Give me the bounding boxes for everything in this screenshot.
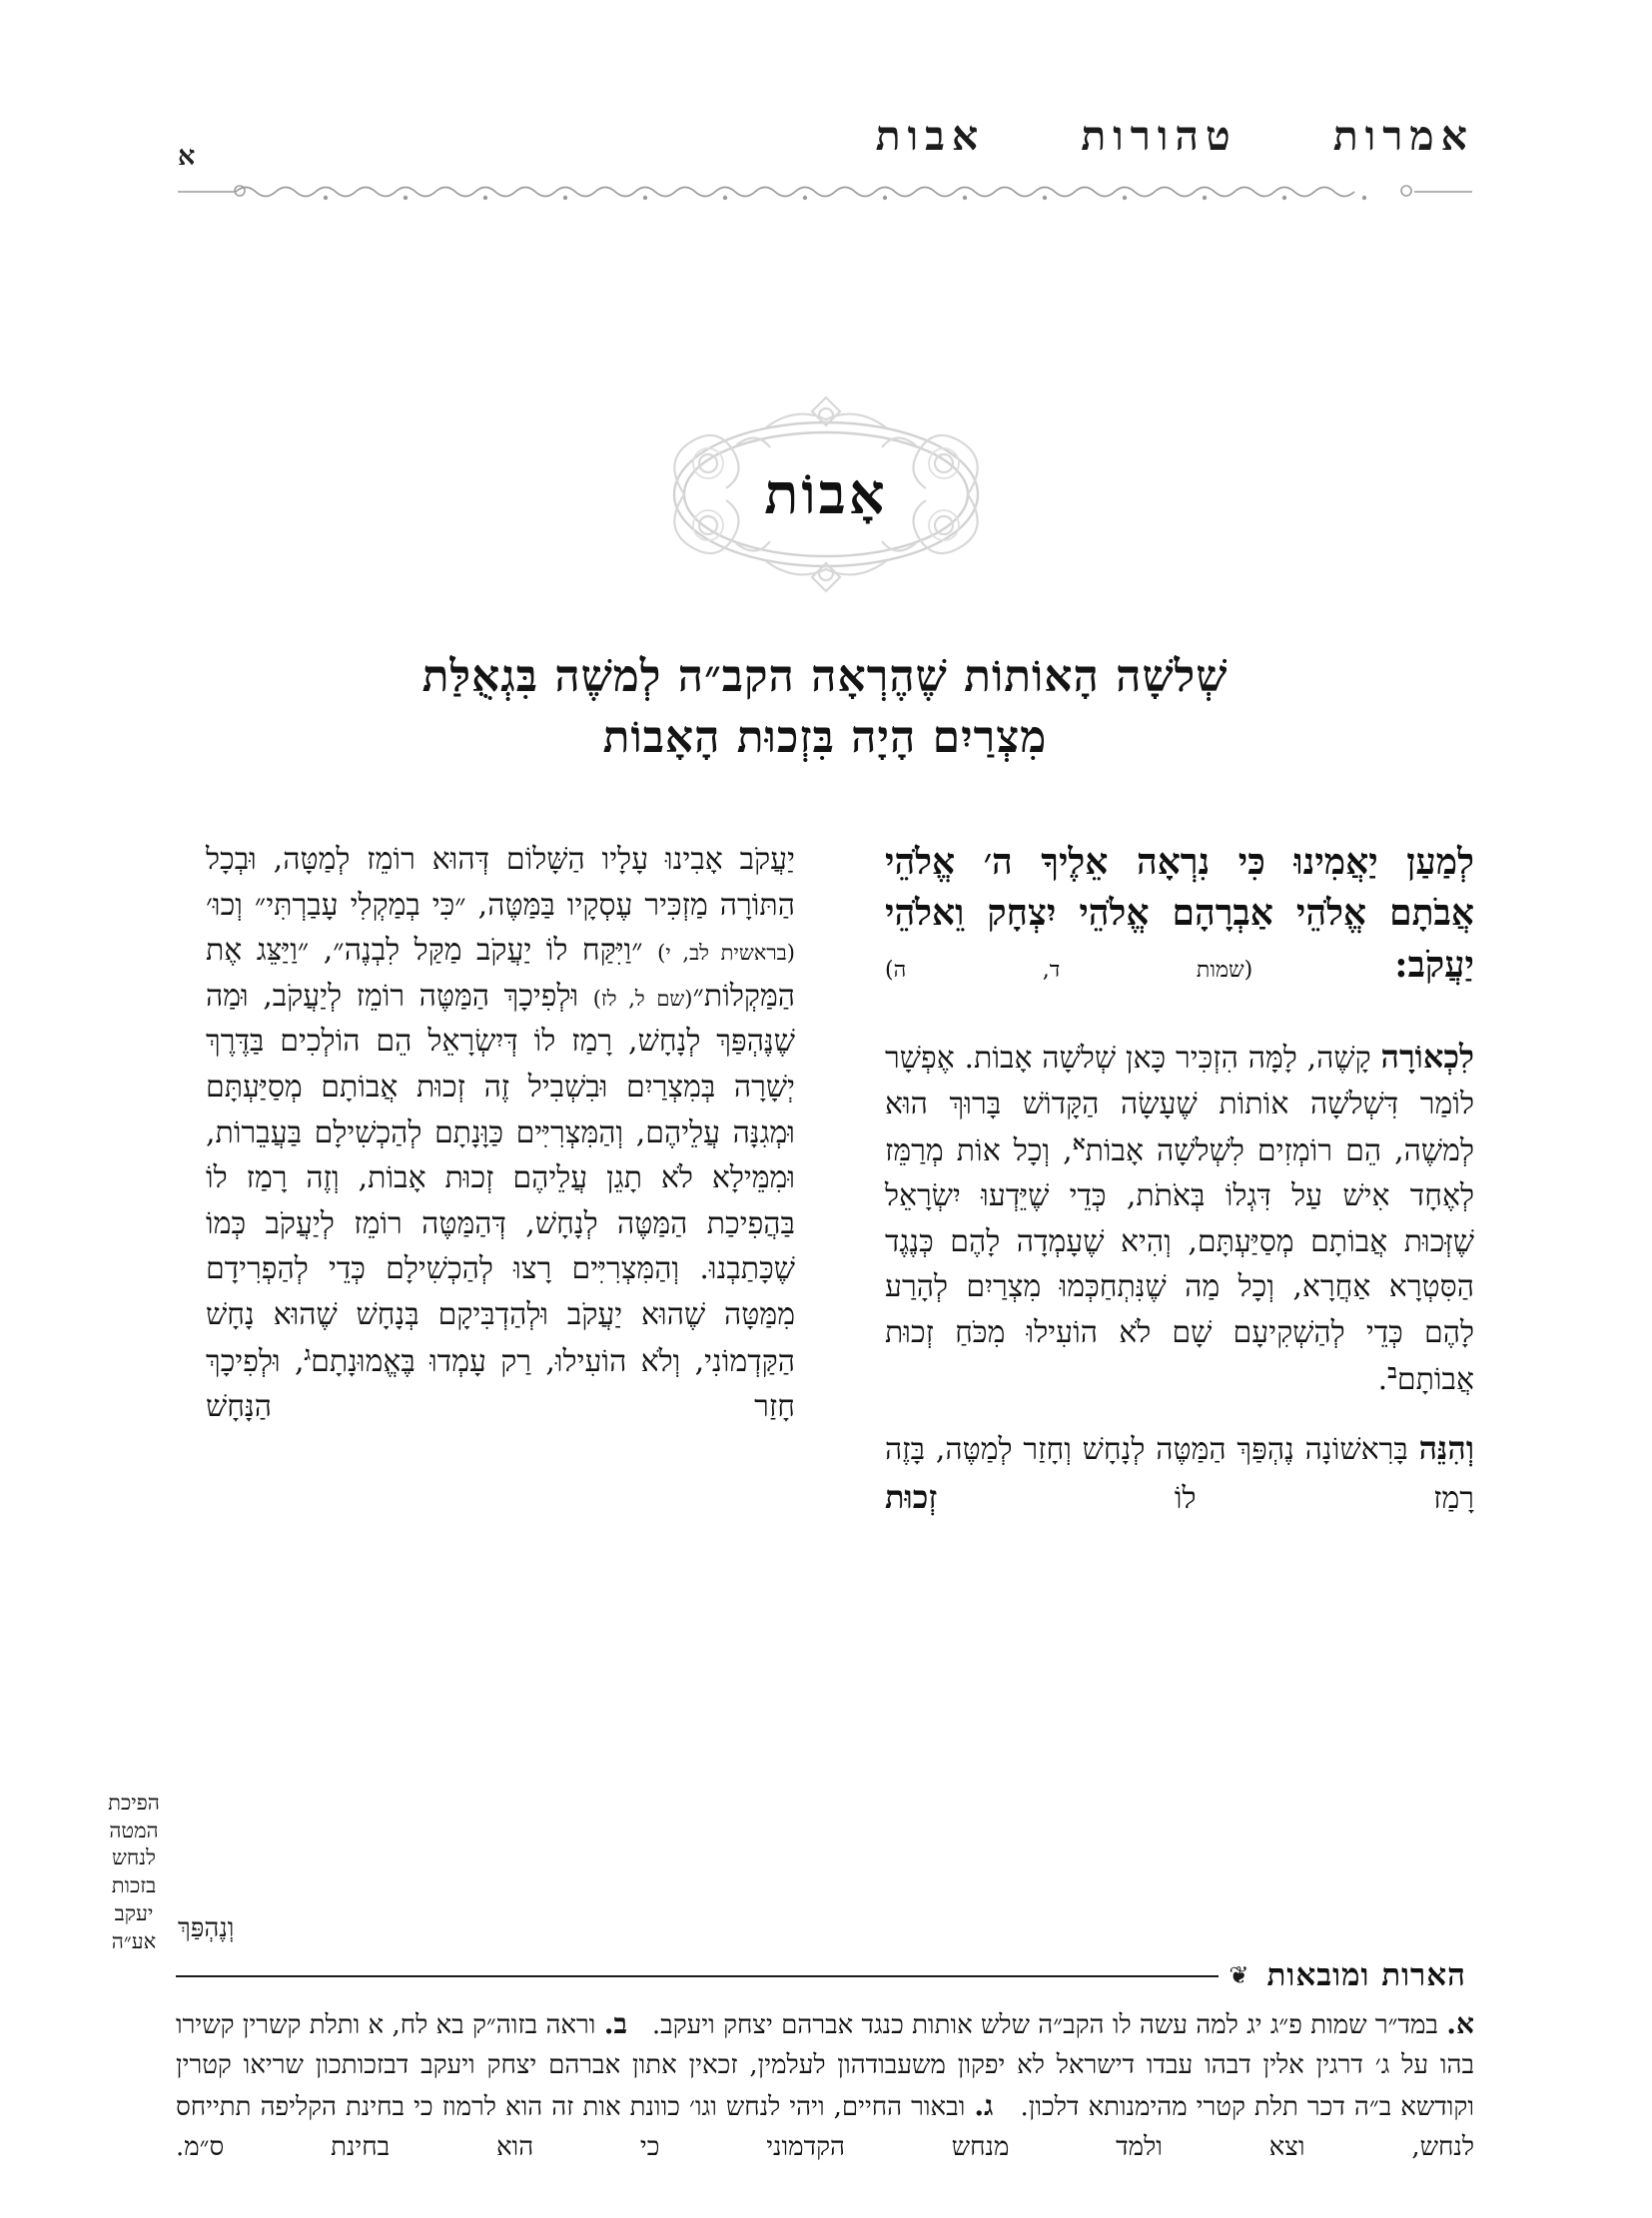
running-head-tractate: אבות — [875, 112, 986, 160]
title-medallion — [616, 389, 1036, 599]
footnote-section-title: הארות ומובאות — [1266, 1957, 1466, 1993]
margin-note — [95, 1790, 173, 1955]
fleuron-left-icon: ❦ — [1229, 1961, 1249, 1989]
page-title — [176, 647, 1474, 768]
page-title-line-1: שְׁלשָׁה הָאוֹתוֹת שֶׁהֶרְאָה הקב״ה לְמשֶׁה בִּגְאֻלַּת — [421, 651, 1229, 702]
left-text-5: וּלְפִיכָךְ הַמַּטֶּה רוֹמֵז לְיַעֲקֹב, וּמַה שֶׁנֶּהְפַּךְ לְנָחָשׁ, רָמַז לוֹ דְּיִשְׂרָאֵל הֵם הוֹלְכִים בַּדֶּרֶךְ יְשָׁרָה בְּמִצְרַיִם וּבִשְׁבִיל זֶה זְכוּת אֲבוֹתָם מְסַיַּעְתָּם וּמְגִנָּה עֲלֵיהֶם, וְהַמִּצְרִיִּים כַּוָּנָתָם לְהַכְשִׁילָם בַּעֲבֵרוֹת, וּמִמֵּילָא לֹא תָגֵן עֲלֵיהֶם זְכוּת אָבוֹת, וְזֶה רָמַז לוֹ בַּהֲפִיכַת הַמַּטֶּה לְנָחָשׁ, דְּהַמַּטֶּה רוֹמֵז לְיַעֲקֹב כְּמוֹ שֶׁכָּתַבְנוּ. וְהַמִּצְרִיִּים רָצוּ לְהַכְשִׁילָם כְּדֵי לְהַפְרִידָם מִמַּטָּה שֶׁהוּא יַעֲקֹב וּלְהַדְבִּיקָם בְּנָחָשׁ שֶׁהוּא נָחָשׁ הַקַּדְמוֹנִי, וְלֹא הוֹעִילוּ, רַק עָמְדוּ בֶּאֱמוּנָתָם — [206, 978, 795, 1379]
left-text-4: , — [309, 933, 334, 969]
paragraph-body-b: , וְכָל אוֹת מְרַמֵּז לְאֶחָד אִישׁ עַל דִּגְלוֹ בְּאֹתֹת, כְּדֵי שֶׁיֵּדְעוּ יִשְׂרָאֵל שֶׁזְּכוּת אֲבוֹתָם מְסַיַּעְתָּם, וְהִיא שֶׁעָמְדָה לָהֶם כְּנֶגֶד הַסִּטְרָא אַחֲרָא, וְכָל מַה שֶׁנִּתְחַכְּמוּ מִצְרַיִם לְהָרַע לָהֶם כְּדֵי לְהַשְׁקִיעָם שָׁם לֹא הוֹעִילוּ מִכֹּחַ זְכוּת אֲבוֹתָם — [885, 1132, 1474, 1397]
footnote-run — [176, 2003, 1474, 2167]
left-text-2: וְכוּ׳ — [206, 887, 255, 923]
footnote-letter-alef: א. — [1446, 2007, 1474, 2040]
left-text-3 — [643, 933, 657, 968]
body-columns — [176, 837, 1474, 1940]
header-ornament-rule — [176, 178, 1474, 204]
running-head-book-title: אמרות — [1332, 112, 1474, 160]
page-title-line-2: מִצְרַיִם הָיָה בִּזְכוּת הָאָבוֹת — [602, 711, 1048, 763]
left-ref-1: (בראשית לב, י) — [657, 941, 795, 966]
title-medallion-container — [0, 389, 1652, 599]
footnote-marker-alef: א — [1072, 1129, 1086, 1154]
paragraph2-lead-word: וְהִנֵּה — [1418, 1429, 1474, 1468]
margin-note-line-4: בזכות — [111, 1873, 157, 1898]
footnote-marker-gimel: ג — [304, 1340, 312, 1365]
footnote-letter-gimel: ג. — [974, 2089, 994, 2123]
paragraph-body-c: . — [1377, 1361, 1388, 1397]
margin-note-line-3: לנחש — [112, 1846, 156, 1870]
left-quote-3: ״וַיַּצֵּג אֶת הַמַּקְלוֹת״ — [206, 933, 795, 1014]
divider-rule — [176, 1975, 1219, 1977]
margin-note-line-6: אע״ה — [111, 1928, 157, 1953]
paragraph2-bold-tail: זְכוּת — [885, 1477, 938, 1516]
left-ref-2: (שם ל, לז) — [592, 986, 693, 1011]
footnote-text-bet: וראה בזוה״ק בא לח, א ותלת קשרין קשירו בהו על ג׳ דרגין אלין דבהו עבדו דישראל לא יפקון משעבודהון לעלמין, זכאין אתון אברהם יצחק ויעקב דבזכותכון שריאו קטרין וקודשא ב״ה דכר תלת קטרי מהימנותא דלכון. — [176, 2010, 1474, 2123]
paragraph2-body: בָּרִאשׁוֹנָה נֶהְפַּךְ הַמַּטֶּה לְנָחָשׁ וְחָזַר לְמַטֶּה, בָּזֶה רָמַז לוֹ — [885, 1432, 1474, 1516]
commentary-paragraph-2 — [885, 1424, 1474, 1521]
footnote-text-gimel: ובאור החיים, ויהי לנחש וגו׳ כוונת אות זה הוא לרמוז כי בחינת הקליפה תתייחס לנחש, וצא ולמד מנחש הקדמוני כי הוא בחינת ס״מ. — [176, 2092, 1474, 2162]
verse-text: לְמַעַן יַאֲמִינוּ כִּי נִרְאָה אֵלֶיךָ ה׳ אֱלֹהֵי אֲבֹתָם אֱלֹהֵי אַבְרָהָם אֱלֹהֵי יִצְחָק וֵאלֹהֵי יַעֲקֹב: — [885, 841, 1474, 986]
footnotes-block — [176, 2003, 1474, 2167]
footnote-divider — [176, 1955, 1474, 1995]
scripture-verse — [885, 837, 1474, 991]
commentary-paragraph-1 — [885, 1033, 1474, 1402]
footnote-marker-bet: ב — [1387, 1358, 1397, 1383]
margin-note-line-5: יעקב — [114, 1900, 154, 1925]
paragraph-lead-word: לִכְאוֹרָה — [1380, 1038, 1474, 1077]
folio-number: א — [178, 141, 196, 172]
left-text-6: , וּלְפִיכָךְ חָזַר הַנָּחָשׁ — [206, 1343, 795, 1425]
left-quote-2: ״וַיִּקַּח לוֹ יַעֲקֹב מַקַּל לִבְנֶה״ — [333, 933, 643, 969]
margin-note-line-2: המטה — [109, 1818, 159, 1843]
margin-note-line-1: הפיכת — [108, 1791, 160, 1815]
tractate-title: אָבוֹת — [764, 461, 888, 527]
left-quote-1: ״כִּי בְמַקְלִי עָבַרְתִּי״ — [254, 887, 466, 923]
verse-citation: (שמות ד, ה) — [885, 957, 1253, 983]
paragraph-body-a: קָשֶׁה, לָמָּה הִזְכִּיר כָּאן שְׁלשָׁה אָבוֹת. אֶפְשָׁר לוֹמַר דִּשְׁלשָׁה אוֹתוֹת שֶׁעָשָׂה הַקָּדוֹשׁ בָּרוּךְ הוּא לְמשֶׁה, הֵם רוֹמְזִים לִשְׁלשָׁה אָבוֹת — [885, 1041, 1474, 1168]
running-head-book-subtitle: טהורות — [1081, 112, 1238, 160]
footnote-text-alef: במד״ר שמות פ״ג יג למה עשה לו הקב״ה שלש אותות כנגד אברהם יצחק ויעקב. — [651, 2010, 1447, 2040]
column-right — [855, 837, 1474, 1940]
left-text-1: יַעֲקֹב אָבִינוּ עָלָיו הַשָּׁלוֹם דְּהוּא רוֹמֵז לְמַטָּה, וּבְכָל הַתּוֹרָה מַזְכִּיר עֶסְקָיו בַּמַּטֶּה, — [206, 842, 795, 923]
commentary-continued — [206, 837, 795, 1430]
catchword: וְנֶהְפַּךְ — [178, 1913, 235, 1943]
running-head — [178, 112, 1474, 174]
column-left — [206, 837, 825, 1940]
footnote-letter-bet: ב. — [603, 2007, 627, 2040]
